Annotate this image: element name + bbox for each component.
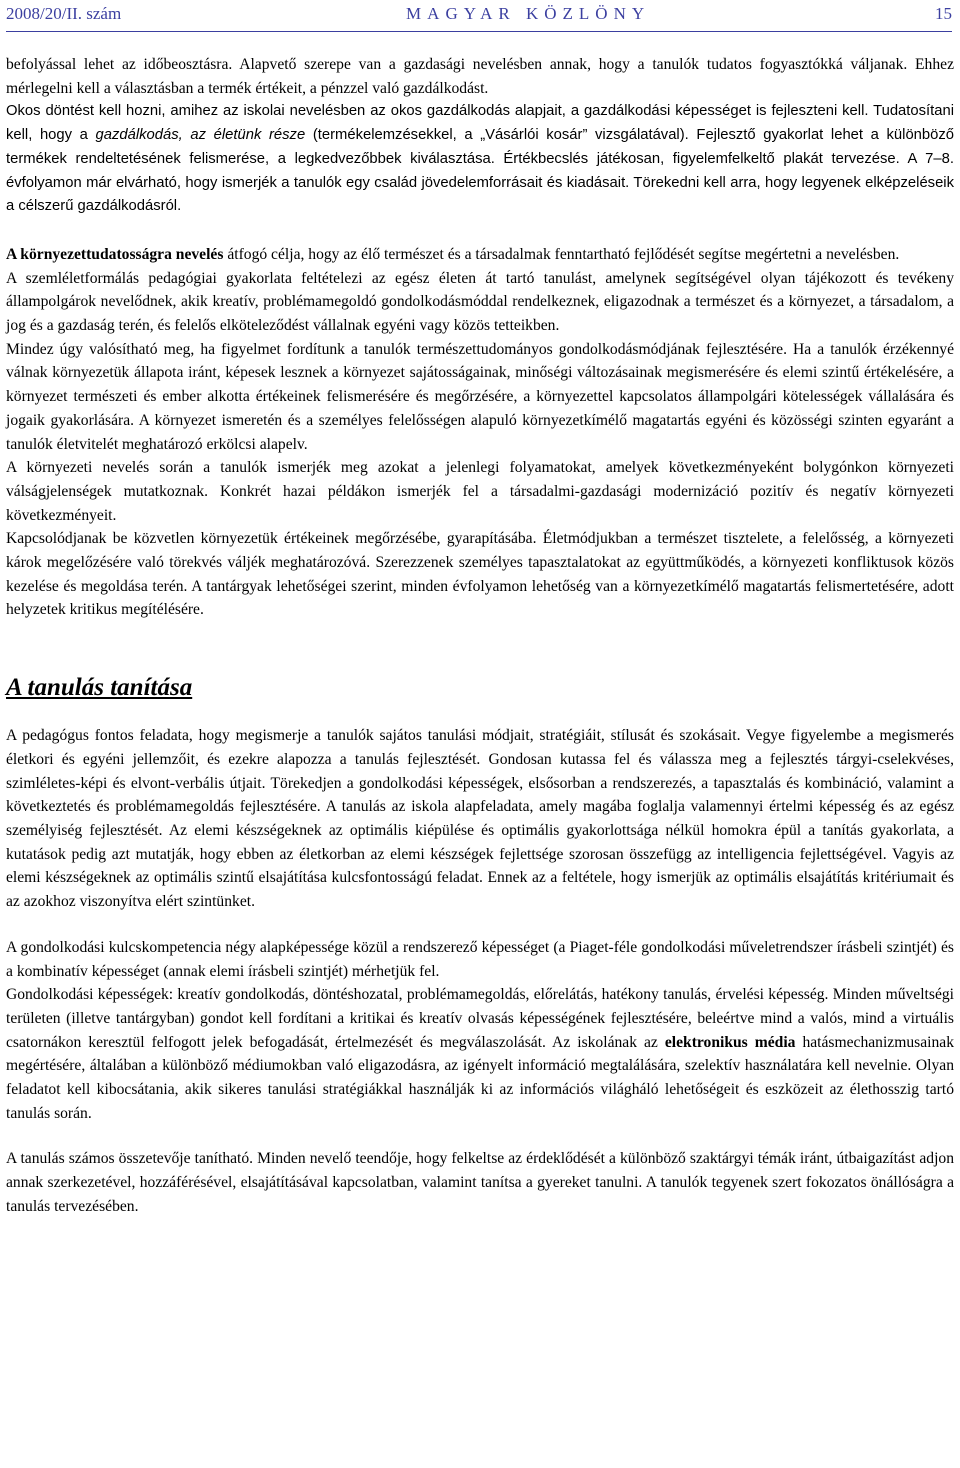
paragraph-consumer xyxy=(6,53,954,100)
page-number: 15 xyxy=(934,4,952,23)
text-run: (termékelemzésekkel, a „Vásárlói kosár” vizsgálatával). xyxy=(305,127,689,144)
paragraph-thinking-competence: A gondolkodási kulcskompetencia négy alapképessége közül a rendszerező képességet (a Piaget-féle gondolkodási műveletrendszer írásbeli szintjét) és a kombinatív képességet (annak elemi írásbeli szintjét) mérhetjük fel. xyxy=(6,938,954,980)
text-run: Fejlesztő gyakorlat lehet a különböző termékek rendeltetésének felismerése, a legkedvezőbbek kiválasztása. Értékbecslés játékosan, figyelemfelkeltő plakát tervezése. A 7–8. évfolyamon már elvárható, hogy ismerjék a tanulók egy család jövedelemforrásait és kiadásait. Törekedni kell arra, hogy legyenek elképzeléseik a célszerű gazdálkodásról. xyxy=(6,127,954,215)
spacer xyxy=(6,219,954,243)
header-rule xyxy=(6,31,952,32)
section-heading: A tanulás tanítása xyxy=(6,674,193,702)
paragraph-learning-teachable: A tanulás számos összetevője tanítható. Minden nevelő teendője, hogy felkeltse az érdeklődését a különböző szaktárgyi témák iránt, útbaigazítást adjon annak szerkezetével, hozzáférésével, elsajátításával kapcsolatban, valamint tanítsa a gyereket tanulni. A tanulók tegyenek szert fokozatos önállóságra a tanulás tervezésében. xyxy=(6,1150,954,1215)
paragraph-smart-decisions xyxy=(6,100,954,219)
paragraph-env-values: Kapcsolódjanak be közvetlen környezetük értékeinek megőrzésébe, gyarapításába. Életmódjukban a természet tisztelete, a felelősség, a környezeti károk megelőzésére való törekvés váljék meghatározóvá. Szerezzenek személyes tapasztalatokat az együttműködés, a környezeti konfliktusok közös kezelése és megoldása terén. A tantárgyak lehetőségei szerint, minden évfolyamon lehetőség van a környezetkímélő magatartás felismertetésére, adott helyzetek kritikus megítélésére. xyxy=(6,530,954,619)
paragraph-thinking-skills xyxy=(6,983,954,1125)
text-run: befolyással lehet az időbeosztásra. Alapvető szerepe van a gazdasági nevelésben annak, hogy a tanulók tudatos fogyasztókká váljanak. Ehhez mérlegelni kell a választásban a termék értékeit, a pénzzel való gazdálkodást. xyxy=(6,56,954,97)
paragraph-env-attitude: A szemléletformálás pedagógiai gyakorlata feltételezi az egész életen át tartó tanulást, amelynek segítségével olyan tájékozott és tevékeny állampolgárok nevelődnek, akik kreatív, problémamegoldó gondolkodásmóddal rendelkeznek, eligazodnak a természet és a környezet, a társadalom, a jog és a gazdaság terén, és felelős elköteleződést vállalnak egyéni vagy közös tetteikben. xyxy=(6,269,954,335)
text-run: átfogó célja, hogy az élő természet és a társadalmak fenntartható fejlődését segítse megértetni a nevelésben. xyxy=(223,245,900,263)
page-header xyxy=(6,4,952,28)
issue-number: 2008/20/II. szám xyxy=(6,4,122,23)
paragraph-env-goal xyxy=(6,243,954,267)
italic-phrase: gazdálkodás, az életünk része xyxy=(95,127,306,144)
page-body xyxy=(6,53,954,1219)
text-run: Okos döntést kell hozni, amihez az iskolai nevelésben az okos gazdálkodás alapjait, a gazdálkodási képességet is fejleszteni kell. Tudatosítani kell, hogy a xyxy=(6,103,954,144)
paragraph-env-processes: A környezeti nevelés során a tanulók ismerjék meg azokat a jelenlegi folyamatokat, amelyek következményeként bolygónkon környezeti válságjelenségek mutatkoznak. Konkrét hazai példákon ismerjék fel a társadalmi-gazdasági modernizáció pozitív és negatív környezeti következményeit. xyxy=(6,459,954,524)
text-run: hatásmechanizmusainak megértésére, általában a különböző médiumokban való eligazodásra, az igényelt információ megtalálására, szelektív használatára kell nevelnie. Olyan feladatot kell kibocsátania, akik sikeres tanulási stratégiákkal használják ki az információs világháló lehetőségeit és eszközeit az élethosszig tartó tanulás során. xyxy=(6,1033,954,1122)
text-run: Gondolkodási képességek: kreatív gondolkodás, döntéshozatal, problémamegoldás, előrelátás, hatékony tanulás, érvelési képesség. Minden műveltségi területen (illetve tantárgyban) gondot kell fordítani a kritikai és kreatív olvasás képességének fejlesztésére, beleértve mind a valós, mind a virtuális csatornákon keresztül felfogott jelek befogadását, értelmezését és megválaszolását. Az iskolának az xyxy=(6,986,954,1051)
paragraph-learning-intro: A pedagógus fontos feladata, hogy megismerje a tanulók sajátos tanulási módjait, stratégiáit, stílusát és szokásait. Vegye figyelembe a megismerés életkori és egyéni jellemzőit, és ezekre alapozza a tanulás fejlesztését. Gondosan kutassa fel és válassza meg a fejlesztés tárgyi-cselekvéses, szimléletes-képi és elvont-verbális útjait. Törekedjen a gondolkodási képességek, elsősorban a rendszerezés, a tapasztalás és kombináció, valamint a következtetés és problémamegoldás fejlesztésére. A tanulás az iskola alapfeladata, amely magába foglalja valamennyi értelmi képesség és az egész személyiség fejlesztését. Az elemi készségeknek az optimális kiépülése és optimális gyakorlottsága nélkül homokra épül a tanítás gyakorlata, a kutatások pedig azt mutatják, hogy ebben az életkorban az elemi készségek fejlettsége szorosan összefügg az intelligencia fejlettségével. Vagyis az elemi készségeknek az optimális szintű elsajátítása kulcsfontosságú feladat. Ennek az a feltétele, hogy ismerjük az optimális elsajátítás kritériumait és az azokhoz viszonyítva elért szintünket. xyxy=(6,727,954,911)
journal-title: MAGYAR KÖZLÖNY xyxy=(406,4,651,23)
bold-phrase: elektronikus média xyxy=(664,1033,796,1051)
bold-lead: A környezettudatosságra nevelés xyxy=(6,245,224,263)
spacer xyxy=(6,914,954,936)
spacer xyxy=(6,1125,954,1147)
paragraph-env-science: Mindez úgy valósítható meg, ha figyelmet fordítunk a tanulók természettudományos gondolkodásmódjának fejlesztésére. Ha a tanulók érzékennyé válnak környezetük állapota iránt, képesek lesznek a környezet sajátosságainak, minőségi változásainak megismerésére és elemi szintű értékelésére, a környezet természeti és ember alkotta értékeinek felismerésére és megőrzésére, a környezettel kapcsolatos állampolgári kötelességek vállalására és jogaik gyakorlására. A környezet ismeretén és a személyes felelősségen alapuló környezetkímélő magatartás egyéni és közösségi szinten egyaránt a tanulók életvitelét meghatározó erkölcsi alapelv. xyxy=(6,340,954,453)
